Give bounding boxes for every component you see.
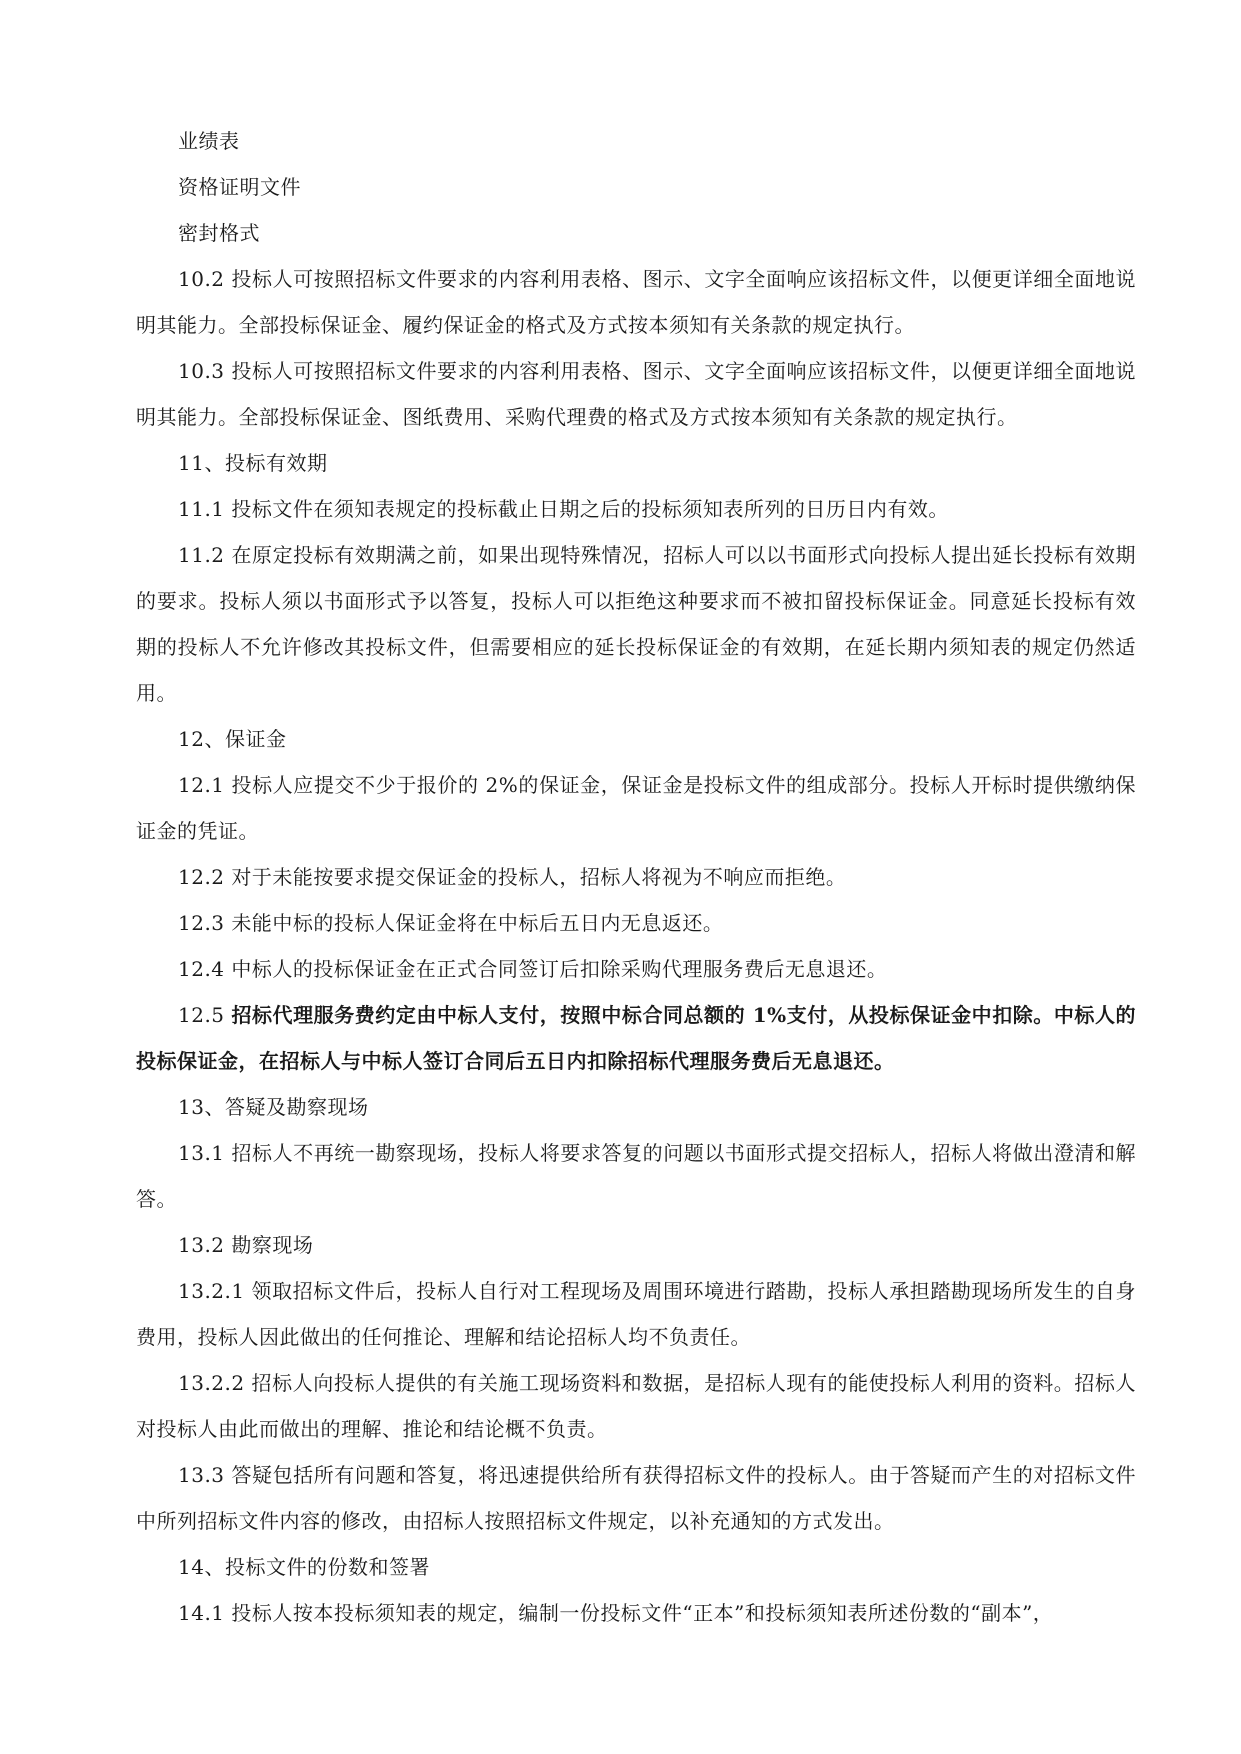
paragraph-10-3: 10.3 投标人可按照招标文件要求的内容利用表格、图示、文字全面响应该招标文件，以便更详细全面地说明其能力。全部投标保证金、图纸费用、采购代理费的格式及方式按本须知有关条款的规定执行。 [136, 359, 1137, 429]
paragraph-10-2: 10.2 投标人可按照招标文件要求的内容利用表格、图示、文字全面响应该招标文件，以便更详细全面地说明其能力。全部投标保证金、履约保证金的格式及方式按本须知有关条款的规定执行。 [136, 267, 1137, 337]
paragraph-12-2: 12.2 对于未能按要求提交保证金的投标人，招标人将视为不响应而拒绝。 [178, 865, 847, 889]
paragraph-12-1: 12.1 投标人应提交不少于报价的 2%的保证金，保证金是投标文件的组成部分。投标人开标时提供缴纳保证金的凭证。 [136, 773, 1136, 843]
paragraph-12-5: 12.5 招标代理服务费约定由中标人支付，按照中标合同总额的 1%支付，从投标保证金中扣除。中标人的投标保证金，在招标人与中标人签订合同后五日内扣除招标代理服务费后无息退还。 [136, 1003, 1137, 1073]
paragraph-13-2: 13.2 勘察现场 [178, 1233, 314, 1257]
paragraph-11-1: 11.1 投标文件在须知表规定的投标截止日期之后的投标须知表所列的日历日内有效。 [178, 497, 949, 521]
paragraph-11-2: 11.2 在原定投标有效期满之前，如果出现特殊情况，招标人可以以书面形式向投标人提出延长投标有效期的要求。投标人须以书面形式予以答复，投标人可以拒绝这种要求而不被扣留投标保证金。同意延长投标有效期的投标人不允许修改其投标文件，但需要相应的延长投标保证金的有效期，在延长期内须知表的规定仍然适用。 [136, 543, 1137, 705]
section-heading-11: 11、投标有效期 [178, 451, 328, 475]
document-body [136, 118, 1136, 1636]
paragraph-qualification-docs: 资格证明文件 [178, 175, 301, 199]
paragraph-12-5-bold-text: 招标代理服务费约定由中标人支付，按照中标合同总额的 1%支付，从投标保证金中扣除。中标人的投标保证金，在招标人与中标人签订合同后五日内扣除招标代理服务费后无息退还。 [136, 1003, 1137, 1073]
paragraph-13-1: 13.1 招标人不再统一勘察现场，投标人将要求答复的问题以书面形式提交招标人，招标人将做出澄清和解答。 [136, 1141, 1137, 1211]
paragraph-12-4: 12.4 中标人的投标保证金在正式合同签订后扣除采购代理服务费后无息退还。 [178, 957, 888, 981]
section-heading-12: 12、保证金 [178, 727, 287, 751]
paragraph-seal-format: 密封格式 [178, 221, 260, 245]
paragraph-13-3: 13.3 答疑包括所有问题和答复，将迅速提供给所有获得招标文件的投标人。由于答疑而产生的对招标文件中所列招标文件内容的修改，由招标人按照招标文件规定，以补充通知的方式发出。 [136, 1463, 1137, 1533]
section-heading-14: 14、投标文件的份数和签署 [178, 1555, 430, 1579]
paragraph-14-1: 14.1 投标人按本投标须知表的规定，编制一份投标文件“正本”和投标须知表所述份数的“副本”， [178, 1601, 1054, 1625]
paragraph-13-2-2: 13.2.2 招标人向投标人提供的有关施工现场资料和数据，是招标人现有的能使投标人利用的资料。招标人对投标人由此而做出的理解、推论和结论概不负责。 [136, 1371, 1136, 1441]
section-heading-13: 13、答疑及勘察现场 [178, 1095, 369, 1119]
paragraph-12-3: 12.3 未能中标的投标人保证金将在中标后五日内无息返还。 [178, 911, 724, 935]
paragraph-performance-table: 业绩表 [178, 129, 240, 153]
paragraph-13-2-1: 13.2.1 领取招标文件后，投标人自行对工程现场及周围环境进行踏勘，投标人承担踏勘现场所发生的自身费用，投标人因此做出的任何推论、理解和结论招标人均不负责任。 [136, 1279, 1136, 1349]
